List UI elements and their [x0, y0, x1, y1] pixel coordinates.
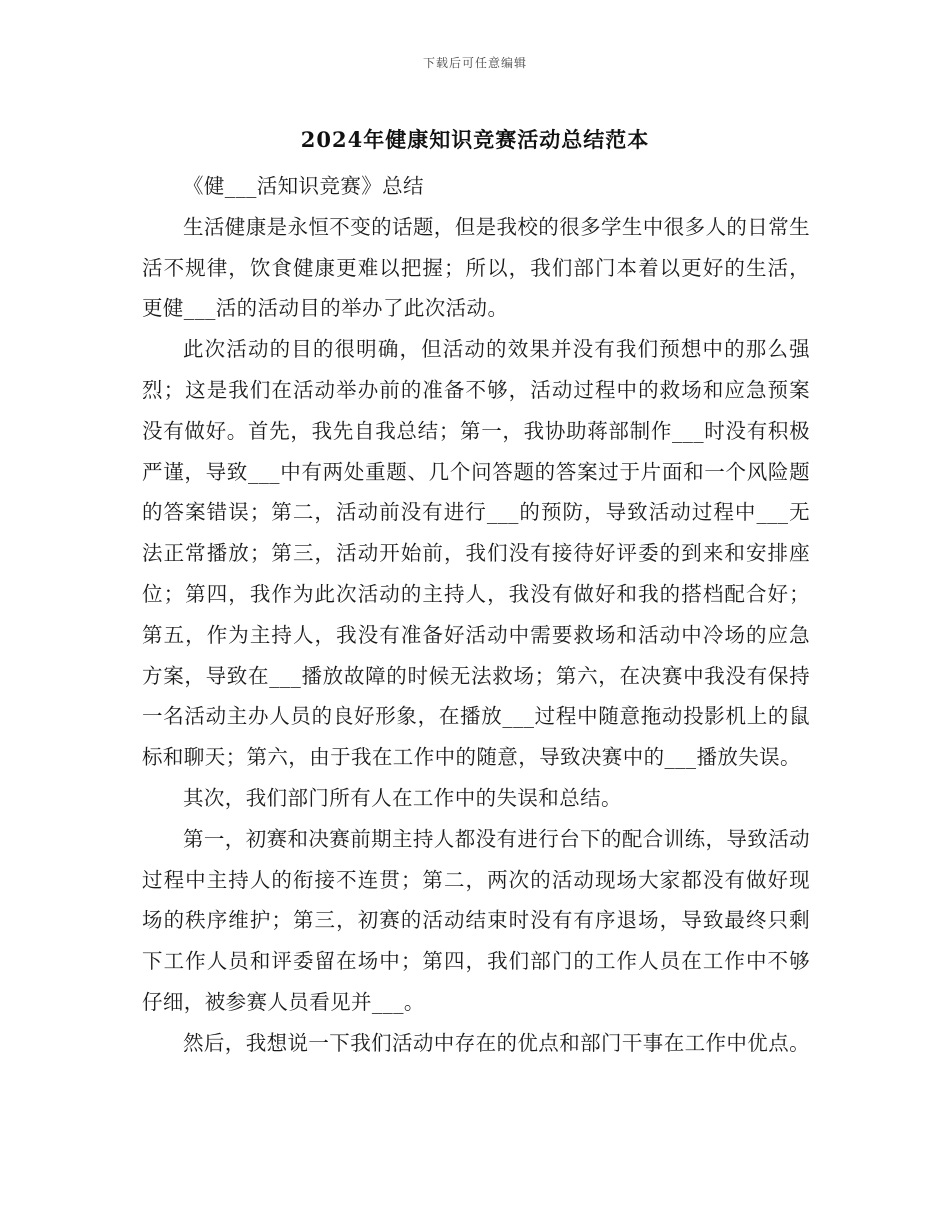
paragraph-department-lead: 其次，我们部门所有人在工作中的失误和总结。 [183, 785, 622, 810]
document-title: 2024年健康知识竞赛活动总结范本 [300, 127, 650, 152]
header-note: 下载后可任意编辑 [422, 56, 527, 70]
paragraph-self-summary: 此次活动的目的很明确，但活动的效果并没有我们预想中的那么强烈；这是我们在活动举办前的准备不够，活动过程中的救场和应急预案没有做好。首先，我先自我总结；第一，我协助蒋部制作___时没有积极严谨，导致___中有两处重题、几个问答题的答案过于片面和一个风险题的答案错误；第二，活动前没有进行___的预防，导致活动过程中___无法正常播放；第三，活动开始前，我们没有接待好评委的到来和安排座位；第四，我作为此次活动的主持人，我没有做好和我的搭档配合好；第五，作为主持人，我没有准备好活动中需要救场和活动中冷场的应急方案，导致在___播放故障的时候无法救场；第六，在决赛中我没有保持一名活动主办人员的良好形象，在播放___过程中随意拖动投影机上的鼠标和聊天；第六，由于我在工作中的随意，导致决赛中的___播放失误。 [142, 337, 810, 770]
document-body [142, 166, 810, 1064]
paragraph-department-issues: 第一，初赛和决赛前期主持人都没有进行台下的配合训练，导致活动过程中主持人的衔接不连贯；第二，两次的活动现场大家都没有做好现场的秩序维护；第三，初赛的活动结束时没有有序退场，导致最终只剩下工作人员和评委留在场中；第四，我们部门的工作人员在工作中不够仔细，被参赛人员看见并___。 [142, 826, 810, 1014]
paragraph-strengths-lead: 然后，我想说一下我们活动中存在的优点和部门干事在工作中优点。 [183, 1030, 810, 1055]
paragraph-subtitle: 《健___活知识竞赛》总结 [183, 174, 424, 198]
paragraph-intro: 生活健康是永恒不变的话题，但是我校的很多学生中很多人的日常生活不规律，饮食健康更难以把握；所以，我们部门本着以更好的生活，更健___活的活动目的举办了此次活动。 [142, 214, 810, 321]
